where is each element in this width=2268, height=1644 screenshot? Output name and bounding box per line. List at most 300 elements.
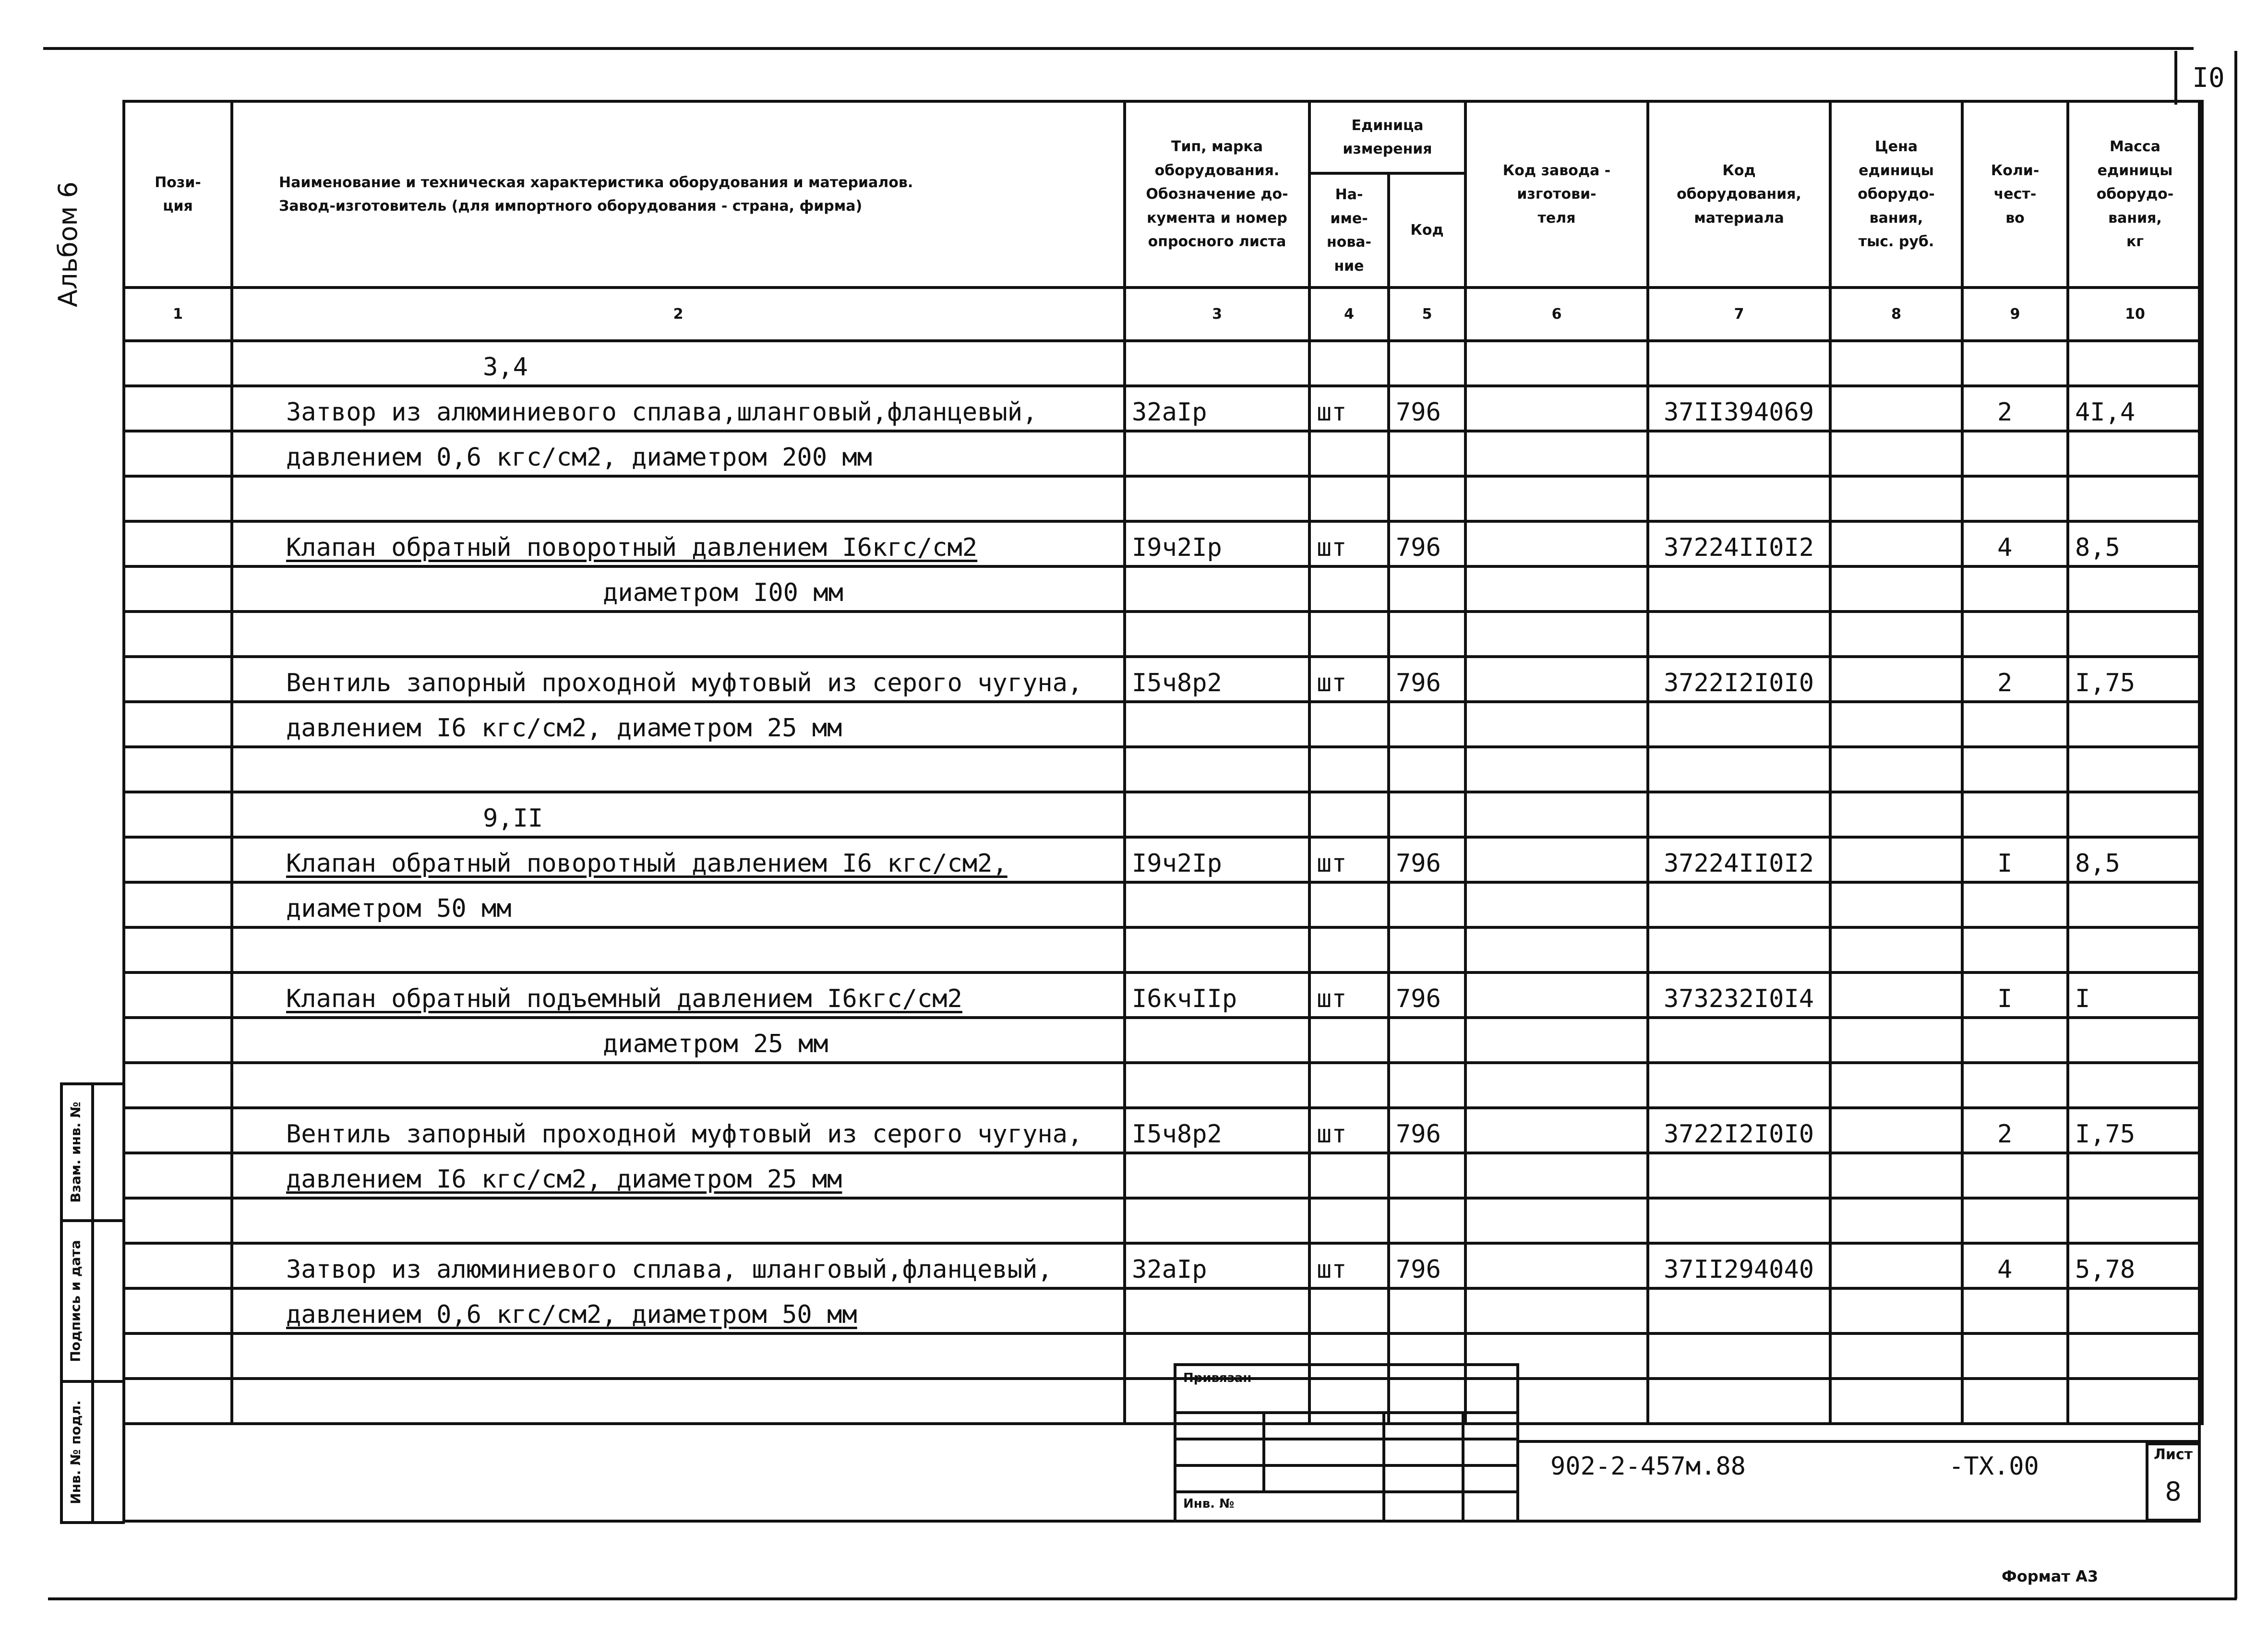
cell-equipment-code (1648, 882, 1830, 927)
cell-unit-code (1389, 521, 1465, 566)
cell-type (1125, 566, 1309, 612)
col-head-unit-name: На- име- нова- ние (1309, 173, 1389, 288)
cell-quantity (1962, 566, 2068, 612)
column-number: 8 (1830, 288, 1962, 341)
cell-type (1125, 927, 1309, 972)
cell-mass-text: 8,5 (2075, 533, 2120, 562)
column-number: 6 (1465, 288, 1648, 341)
cell-unit-code (1389, 837, 1465, 882)
cell-name-text: Клапан обратный поворотный давлением I6 кгс/см2, (286, 849, 1008, 878)
cell-type (1125, 521, 1309, 566)
cell-name (232, 1288, 1125, 1333)
frame-right-line (2234, 51, 2237, 1599)
cell-mass (2068, 657, 2202, 702)
title-block (1174, 1363, 1519, 1522)
cell-name (232, 1108, 1125, 1153)
cell-equipment-code (1648, 747, 1830, 792)
cell-position (124, 1243, 232, 1288)
cell-name-text: давлением 0,6 кгс/см2, диаметром 200 мм (286, 443, 872, 472)
cell-unit (1309, 972, 1389, 1018)
cell-factory-code (1465, 1063, 1648, 1108)
cell-quantity (1962, 1379, 2068, 1424)
cell-unit-code-text: 796 (1396, 1255, 1441, 1284)
cell-quantity (1962, 1153, 2068, 1198)
cell-equipment-code (1648, 1243, 1830, 1288)
table-row (124, 431, 2202, 476)
cell-unit-text: шт (1317, 669, 1347, 697)
cell-unit (1309, 882, 1389, 927)
cell-price (1830, 927, 1962, 972)
column-number: 7 (1648, 288, 1830, 341)
cell-unit (1309, 1018, 1389, 1063)
cell-mass (2068, 341, 2202, 386)
col-head-factory-code: Код завода - изготови- теля (1465, 101, 1648, 288)
cell-type-text: 32аIр (1132, 1255, 1207, 1284)
cell-name (232, 882, 1125, 927)
cell-type-text: I9ч2Iр (1132, 849, 1222, 878)
cell-price (1830, 521, 1962, 566)
cell-quantity (1962, 702, 2068, 747)
cell-unit-code (1389, 341, 1465, 386)
document-suffix: -ТХ.00 (1949, 1452, 2039, 1481)
cell-position (124, 1108, 232, 1153)
cell-name (232, 431, 1125, 476)
cell-type-text: I9ч2Iр (1132, 533, 1222, 562)
cell-position (124, 1018, 232, 1063)
cell-name-text: диаметром I00 мм (603, 578, 843, 607)
cell-mass (2068, 476, 2202, 521)
cell-unit-text: шт (1317, 1120, 1347, 1149)
cell-position (124, 837, 232, 882)
cell-position (124, 657, 232, 702)
cell-unit-code-text: 796 (1396, 398, 1441, 427)
cell-quantity (1962, 927, 2068, 972)
table-row (124, 1333, 2202, 1379)
cell-name (232, 657, 1125, 702)
cell-name (232, 341, 1125, 386)
cell-type (1125, 1243, 1309, 1288)
cell-type (1125, 1108, 1309, 1153)
table-row (124, 657, 2202, 702)
frame-bottom-line (48, 1597, 2237, 1600)
cell-mass (2068, 972, 2202, 1018)
cell-price (1830, 702, 1962, 747)
cell-unit-code-text: 796 (1396, 984, 1441, 1013)
cell-name (232, 1063, 1125, 1108)
cell-price (1830, 1063, 1962, 1108)
cell-unit (1309, 1198, 1389, 1243)
cell-unit-code (1389, 431, 1465, 476)
cell-quantity (1962, 341, 2068, 386)
cell-factory-code (1465, 566, 1648, 612)
cell-unit (1309, 612, 1389, 657)
cell-price (1830, 792, 1962, 837)
cell-equipment-code (1648, 612, 1830, 657)
table-row (124, 702, 2202, 747)
cell-mass (2068, 1018, 2202, 1063)
title-inv-label: Инв. № (1183, 1497, 1235, 1511)
cell-factory-code (1465, 1198, 1648, 1243)
cell-mass-text: I,75 (2075, 1120, 2136, 1149)
cell-name-text: Клапан обратный поворотный давлением I6кгс/см2 (286, 533, 978, 562)
table-body (124, 341, 2202, 1424)
table-row (124, 747, 2202, 792)
col-head-type: Тип, марка оборудования. Обозначение до- кумента и номер опросного листа (1125, 101, 1309, 288)
col-head-name: Наименование и техническая характеристика оборудования и материалов. Завод-изготовитель (для импортного оборудования - страна, фирма) (232, 101, 1125, 288)
cell-unit (1309, 1153, 1389, 1198)
cell-name (232, 1333, 1125, 1379)
cell-position (124, 927, 232, 972)
cell-equipment-code (1648, 927, 1830, 972)
cell-price (1830, 1243, 1962, 1288)
cell-type (1125, 792, 1309, 837)
cell-type (1125, 476, 1309, 521)
column-number: 3 (1125, 288, 1309, 341)
sheet-box (2146, 1442, 2201, 1522)
cell-factory-code (1465, 792, 1648, 837)
cell-name-text: Вентиль запорный проходной муфтовый из серого чугуна, (286, 669, 1083, 697)
cell-quantity (1962, 657, 2068, 702)
cell-type-text: I5ч8р2 (1132, 1120, 1222, 1149)
cell-mass (2068, 1379, 2202, 1424)
cell-price (1830, 882, 1962, 927)
cell-name (232, 837, 1125, 882)
cell-price (1830, 612, 1962, 657)
cell-factory-code (1465, 1243, 1648, 1288)
cell-unit-code (1389, 1243, 1465, 1288)
cell-unit-code (1389, 972, 1465, 1018)
cell-name-text: Затвор из алюминиевого сплава,шланговый,фланцевый, (286, 398, 1038, 427)
cell-position (124, 882, 232, 927)
cell-mass (2068, 612, 2202, 657)
cell-unit-code (1389, 702, 1465, 747)
cell-name (232, 927, 1125, 972)
cell-quantity-text: 4 (1997, 533, 2013, 562)
cell-equipment-code-text: 37II394069 (1664, 398, 1814, 427)
cell-unit (1309, 521, 1389, 566)
cell-factory-code (1465, 386, 1648, 431)
cell-unit-text: шт (1317, 849, 1347, 878)
cell-unit-code (1389, 1153, 1465, 1198)
cell-factory-code (1465, 1108, 1648, 1153)
cell-unit-code (1389, 1198, 1465, 1243)
table-row (124, 521, 2202, 566)
cell-name (232, 972, 1125, 1018)
cell-mass (2068, 386, 2202, 431)
column-number-row (124, 288, 2202, 341)
cell-type (1125, 972, 1309, 1018)
cell-unit-code (1389, 657, 1465, 702)
specification-table (122, 100, 2204, 1425)
cell-equipment-code (1648, 1108, 1830, 1153)
album-label: Альбом 6 (53, 181, 83, 307)
cell-position (124, 566, 232, 612)
sheet-number-top: I0 (2174, 51, 2240, 105)
cell-price (1830, 657, 1962, 702)
cell-position (124, 1153, 232, 1198)
table-row (124, 1153, 2202, 1198)
cell-unit (1309, 476, 1389, 521)
cell-factory-code (1465, 657, 1648, 702)
cell-type (1125, 1153, 1309, 1198)
cell-unit-code (1389, 747, 1465, 792)
cell-factory-code (1465, 341, 1648, 386)
cell-mass (2068, 1243, 2202, 1288)
cell-unit-code (1389, 386, 1465, 431)
format-label: Формат А3 (2002, 1567, 2099, 1585)
cell-quantity-text: I (1997, 984, 2013, 1013)
cell-name-text: 9,II (483, 804, 543, 833)
cell-quantity-text: 2 (1997, 1120, 2013, 1149)
cell-unit-code (1389, 1018, 1465, 1063)
cell-type (1125, 747, 1309, 792)
cell-unit-code (1389, 476, 1465, 521)
cell-unit (1309, 927, 1389, 972)
cell-quantity (1962, 972, 2068, 1018)
cell-equipment-code (1648, 1288, 1830, 1333)
table-row (124, 972, 2202, 1018)
table-row (124, 1288, 2202, 1333)
cell-position (124, 702, 232, 747)
cell-equipment-code (1648, 386, 1830, 431)
cell-position (124, 521, 232, 566)
cell-factory-code (1465, 747, 1648, 792)
cell-price (1830, 1333, 1962, 1379)
column-number: 1 (124, 288, 232, 341)
cell-equipment-code (1648, 1198, 1830, 1243)
cell-unit-code-text: 796 (1396, 669, 1441, 697)
cell-quantity (1962, 1243, 2068, 1288)
cell-equipment-code (1648, 657, 1830, 702)
cell-equipment-code-text: 37224II0I2 (1664, 533, 1814, 562)
cell-position (124, 612, 232, 657)
cell-position (124, 476, 232, 521)
table-row (124, 882, 2202, 927)
cell-mass (2068, 431, 2202, 476)
cell-unit (1309, 1288, 1389, 1333)
column-number: 10 (2068, 288, 2202, 341)
cell-unit-code (1389, 1108, 1465, 1153)
cell-name-text: Вентиль запорный проходной муфтовый из серого чугуна, (286, 1120, 1083, 1149)
table-row (124, 1379, 2202, 1424)
cell-type (1125, 1288, 1309, 1333)
cell-type (1125, 702, 1309, 747)
cell-quantity-text: 2 (1997, 398, 2013, 427)
col-head-equipment-code: Код оборудования, материала (1648, 101, 1830, 288)
table-row (124, 341, 2202, 386)
cell-mass-text: I,75 (2075, 669, 2136, 697)
cell-equipment-code (1648, 1063, 1830, 1108)
cell-type (1125, 1063, 1309, 1108)
cell-price (1830, 1108, 1962, 1153)
cell-mass-text: 8,5 (2075, 849, 2120, 878)
cell-type (1125, 431, 1309, 476)
cell-unit (1309, 1243, 1389, 1288)
cell-quantity (1962, 1288, 2068, 1333)
table-row (124, 1243, 2202, 1288)
cell-type (1125, 612, 1309, 657)
cell-name-text: давлением I6 кгс/см2, диаметром 25 мм (286, 1165, 842, 1194)
cell-factory-code (1465, 431, 1648, 476)
cell-unit-code-text: 796 (1396, 849, 1441, 878)
cell-equipment-code (1648, 837, 1830, 882)
cell-quantity-text: 4 (1997, 1255, 2013, 1284)
cell-mass (2068, 837, 2202, 882)
cell-unit (1309, 1063, 1389, 1108)
cell-position (124, 1063, 232, 1108)
cell-mass (2068, 1153, 2202, 1198)
cell-mass (2068, 882, 2202, 927)
column-number: 9 (1962, 288, 2068, 341)
cell-unit (1309, 702, 1389, 747)
cell-mass (2068, 521, 2202, 566)
cell-name (232, 747, 1125, 792)
cell-position (124, 1333, 232, 1379)
cell-quantity (1962, 1018, 2068, 1063)
cell-unit (1309, 341, 1389, 386)
cell-equipment-code (1648, 972, 1830, 1018)
cell-factory-code (1465, 521, 1648, 566)
cell-unit-code (1389, 927, 1465, 972)
cell-unit-text: шт (1317, 984, 1347, 1013)
cell-equipment-code (1648, 566, 1830, 612)
cell-price (1830, 1153, 1962, 1198)
cell-unit (1309, 792, 1389, 837)
cell-mass (2068, 566, 2202, 612)
cell-name (232, 521, 1125, 566)
cell-factory-code (1465, 476, 1648, 521)
cell-equipment-code (1648, 702, 1830, 747)
cell-quantity (1962, 1108, 2068, 1153)
cell-equipment-code (1648, 521, 1830, 566)
cell-position (124, 341, 232, 386)
cell-name-text: 3,4 (483, 353, 528, 382)
cell-type (1125, 1198, 1309, 1243)
cell-mass (2068, 1198, 2202, 1243)
cell-name (232, 702, 1125, 747)
cell-name (232, 612, 1125, 657)
cell-name (232, 1198, 1125, 1243)
cell-type (1125, 386, 1309, 431)
cell-name (232, 566, 1125, 612)
cell-equipment-code (1648, 341, 1830, 386)
cell-factory-code (1465, 1288, 1648, 1333)
cell-name (232, 792, 1125, 837)
cell-mass (2068, 702, 2202, 747)
cell-name (232, 386, 1125, 431)
cell-quantity (1962, 747, 2068, 792)
table-row (124, 1198, 2202, 1243)
col-head-mass: Масса единицы оборудо- вания, кг (2068, 101, 2202, 288)
cell-position (124, 1198, 232, 1243)
table-row (124, 1108, 2202, 1153)
cell-factory-code (1465, 882, 1648, 927)
cell-name (232, 1018, 1125, 1063)
table-row (124, 476, 2202, 521)
table-row (124, 792, 2202, 837)
cell-position (124, 431, 232, 476)
cell-price (1830, 1198, 1962, 1243)
cell-unit-code (1389, 612, 1465, 657)
cell-mass-text: 5,78 (2075, 1255, 2136, 1284)
cell-equipment-code (1648, 1018, 1830, 1063)
stamp-original-inv: Инв. № подл. (68, 1400, 84, 1504)
cell-type-text: I5ч8р2 (1132, 669, 1222, 697)
table-row (124, 837, 2202, 882)
cell-unit-text: шт (1317, 533, 1347, 562)
cell-type (1125, 882, 1309, 927)
cell-unit (1309, 431, 1389, 476)
cell-unit-code-text: 796 (1396, 533, 1441, 562)
col-head-unit-group: Единица измерения (1309, 101, 1465, 173)
cell-mass (2068, 927, 2202, 972)
cell-unit-code (1389, 566, 1465, 612)
cell-quantity (1962, 612, 2068, 657)
cell-equipment-code (1648, 1153, 1830, 1198)
table-row (124, 566, 2202, 612)
cell-quantity (1962, 431, 2068, 476)
cell-quantity-text: 2 (1997, 669, 2013, 697)
cell-price (1830, 386, 1962, 431)
cell-unit-code (1389, 1288, 1465, 1333)
cell-unit-code (1389, 882, 1465, 927)
cell-type-text: I6кчIIр (1132, 984, 1237, 1013)
table-row (124, 386, 2202, 431)
cell-mass (2068, 1063, 2202, 1108)
cell-equipment-code-text: 3722I2I0I0 (1664, 669, 1814, 697)
cell-factory-code (1465, 612, 1648, 657)
cell-position (124, 972, 232, 1018)
cell-equipment-code (1648, 476, 1830, 521)
cell-mass (2068, 1108, 2202, 1153)
cell-price (1830, 1018, 1962, 1063)
cell-equipment-code-text: 3722I2I0I0 (1664, 1120, 1814, 1149)
cell-factory-code (1465, 702, 1648, 747)
cell-unit (1309, 566, 1389, 612)
cell-mass-text: 4I,4 (2075, 398, 2136, 427)
cell-type (1125, 341, 1309, 386)
stamp-replace-inv: Взам. инв. № (68, 1102, 84, 1203)
cell-quantity (1962, 1333, 2068, 1379)
cell-quantity (1962, 476, 2068, 521)
stamp-signature-date: Подпись и дата (68, 1240, 84, 1362)
cell-quantity-text: I (1997, 849, 2013, 878)
cell-mass (2068, 1333, 2202, 1379)
cell-price (1830, 566, 1962, 612)
cell-quantity (1962, 521, 2068, 566)
cell-mass (2068, 792, 2202, 837)
cell-price (1830, 476, 1962, 521)
cell-factory-code (1465, 1153, 1648, 1198)
cell-quantity (1962, 837, 2068, 882)
cell-type (1125, 837, 1309, 882)
frame-bottom-inner-line (122, 1520, 2201, 1523)
col-head-quantity: Коли- чест- во (1962, 101, 2068, 288)
cell-unit-code (1389, 1063, 1465, 1108)
cell-type-text: 32аIр (1132, 398, 1207, 427)
cell-unit (1309, 837, 1389, 882)
cell-unit (1309, 386, 1389, 431)
title-block-rule (1519, 1440, 2201, 1443)
cell-price (1830, 747, 1962, 792)
cell-equipment-code-text: 373232I0I4 (1664, 984, 1814, 1013)
cell-equipment-code-text: 37II294040 (1664, 1255, 1814, 1284)
cell-equipment-code-text: 37224II0I2 (1664, 849, 1814, 878)
document-code: 902-2-457м.88 (1550, 1452, 1746, 1481)
cell-type (1125, 1018, 1309, 1063)
cell-price (1830, 1379, 1962, 1424)
cell-name-text: Клапан обратный подъемный давлением I6кгс/см2 (286, 984, 962, 1013)
